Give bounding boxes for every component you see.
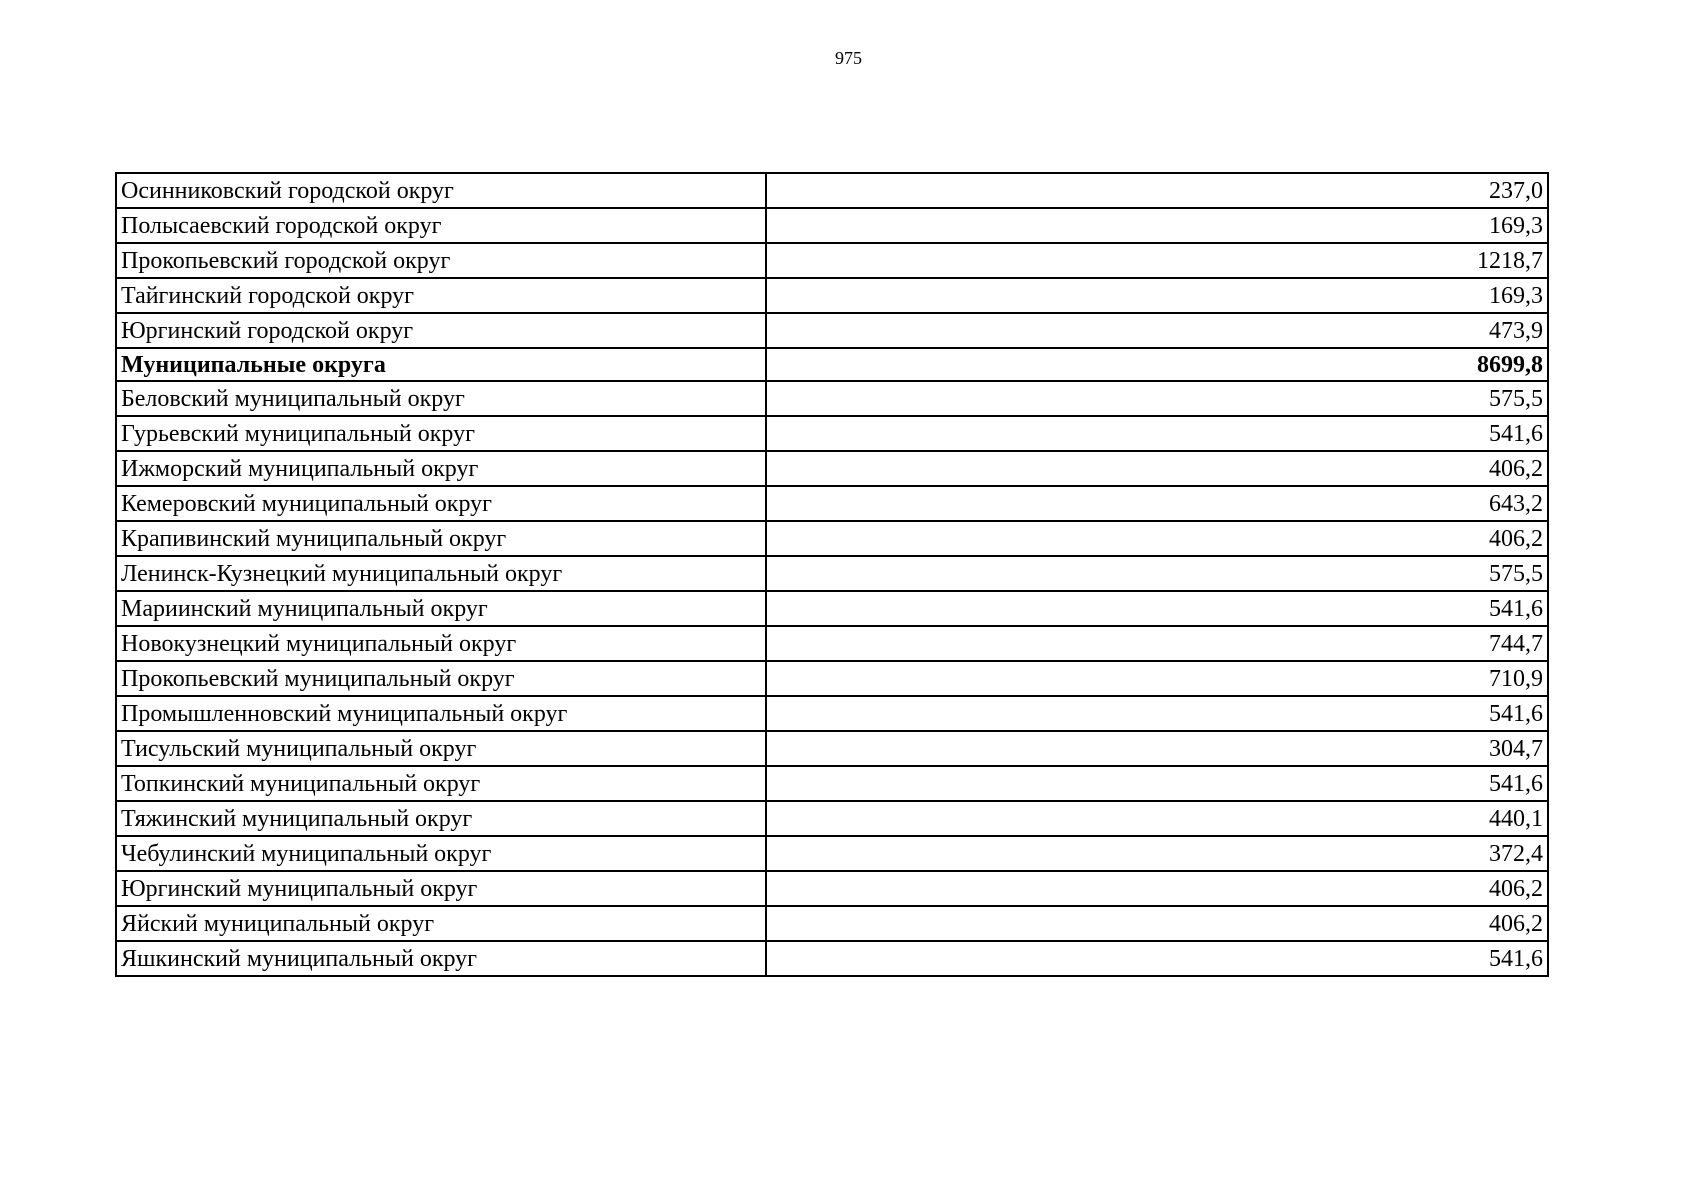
row-value: 541,6 (766, 696, 1548, 731)
row-name: Кемеровский муниципальный округ (116, 486, 766, 521)
table-row (116, 451, 1548, 486)
row-name: Промышленновский муниципальный округ (116, 696, 766, 731)
row-value: 304,7 (766, 731, 1548, 766)
row-name: Новокузнецкий муниципальный округ (116, 626, 766, 661)
table-row (116, 661, 1548, 696)
row-name: Тисульский муниципальный округ (116, 731, 766, 766)
row-value: 406,2 (766, 906, 1548, 941)
row-name: Яйский муниципальный округ (116, 906, 766, 941)
row-value: 473,9 (766, 313, 1548, 348)
table-row (116, 416, 1548, 451)
row-value: 541,6 (766, 591, 1548, 626)
table-row (116, 313, 1548, 348)
table-row (116, 243, 1548, 278)
table-row (116, 381, 1548, 416)
data-table-body (116, 173, 1548, 976)
table-row (116, 173, 1548, 208)
row-value: 744,7 (766, 626, 1548, 661)
row-name: Чебулинский муниципальный округ (116, 836, 766, 871)
table-row (116, 766, 1548, 801)
row-value: 1218,7 (766, 243, 1548, 278)
row-name: Беловский муниципальный округ (116, 381, 766, 416)
table-row (116, 556, 1548, 591)
table-row (116, 208, 1548, 243)
section-total-row (116, 348, 1548, 381)
table-row (116, 521, 1548, 556)
row-value: 372,4 (766, 836, 1548, 871)
row-value: 237,0 (766, 173, 1548, 208)
table-row (116, 836, 1548, 871)
row-value: 406,2 (766, 451, 1548, 486)
row-name: Крапивинский муниципальный округ (116, 521, 766, 556)
table-row (116, 486, 1548, 521)
table-row (116, 731, 1548, 766)
row-name: Тяжинский муниципальный округ (116, 801, 766, 836)
row-name: Гурьевский муниципальный округ (116, 416, 766, 451)
row-value: 541,6 (766, 766, 1548, 801)
row-value: 440,1 (766, 801, 1548, 836)
table-row (116, 871, 1548, 906)
row-name: Топкинский муниципальный округ (116, 766, 766, 801)
row-name: Юргинский городской округ (116, 313, 766, 348)
row-name: Юргинский муниципальный округ (116, 871, 766, 906)
row-value: 541,6 (766, 941, 1548, 976)
row-value: 575,5 (766, 556, 1548, 591)
row-name: Полысаевский городской округ (116, 208, 766, 243)
page-number: 975 (835, 48, 862, 68)
row-name: Тайгинский городской округ (116, 278, 766, 313)
table-row (116, 696, 1548, 731)
section-name: Муниципальные округа (116, 348, 766, 381)
data-table (115, 172, 1549, 977)
table-row (116, 906, 1548, 941)
row-name: Мариинский муниципальный округ (116, 591, 766, 626)
row-name: Осинниковский городской округ (116, 173, 766, 208)
row-name: Ленинск-Кузнецкий муниципальный округ (116, 556, 766, 591)
row-name: Яшкинский муниципальный округ (116, 941, 766, 976)
row-value: 169,3 (766, 208, 1548, 243)
table-row (116, 941, 1548, 976)
table-row (116, 626, 1548, 661)
row-value: 575,5 (766, 381, 1548, 416)
table-row (116, 591, 1548, 626)
row-name: Прокопьевский городской округ (116, 243, 766, 278)
row-value: 169,3 (766, 278, 1548, 313)
row-value: 406,2 (766, 871, 1548, 906)
row-name: Прокопьевский муниципальный округ (116, 661, 766, 696)
table-row (116, 278, 1548, 313)
table-row (116, 801, 1548, 836)
row-value: 710,9 (766, 661, 1548, 696)
row-name: Ижморский муниципальный округ (116, 451, 766, 486)
row-value: 541,6 (766, 416, 1548, 451)
row-value: 406,2 (766, 521, 1548, 556)
row-value: 643,2 (766, 486, 1548, 521)
section-total-value: 8699,8 (766, 348, 1548, 381)
